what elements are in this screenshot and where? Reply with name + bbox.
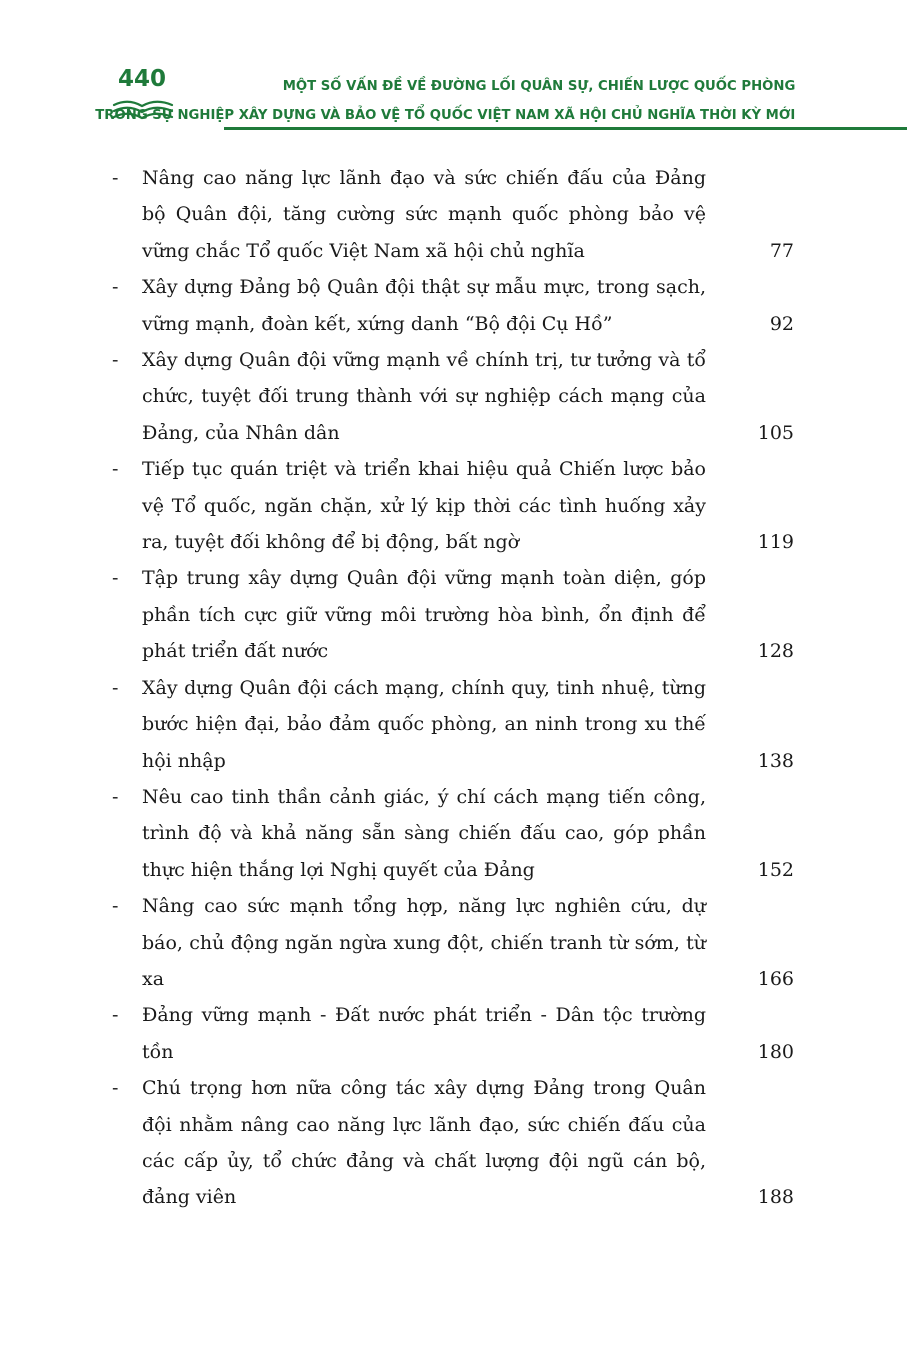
toc-entry-title: Tập trung xây dựng Quân đội vững mạnh toàn diện, góp phần tích cực giữ vững môi trường hòa bình, ổn định để phát triển đất nước xyxy=(142,567,706,663)
toc-entry-page: 105 xyxy=(757,421,794,444)
toc-entry-page: 188 xyxy=(757,1186,794,1209)
toc-entry xyxy=(112,779,796,888)
toc-bullet: - xyxy=(112,349,119,372)
toc-bullet: - xyxy=(112,567,119,590)
toc-entry-page: 152 xyxy=(757,858,794,881)
toc-entry xyxy=(112,997,796,1070)
toc-bullet: - xyxy=(112,458,119,481)
table-of-contents xyxy=(112,160,796,1216)
toc-entry-title: Đảng vững mạnh - Đất nước phát triển - Dân tộc trường tồn xyxy=(142,1004,706,1063)
page-header xyxy=(0,0,907,140)
toc-entry xyxy=(112,888,796,997)
header-rule xyxy=(224,127,907,130)
toc-entry xyxy=(112,160,796,269)
toc-entry xyxy=(112,269,796,342)
toc-entry-page: 138 xyxy=(757,749,794,772)
toc-entry-title: Nâng cao sức mạnh tổng hợp, năng lực nghiên cứu, dự báo, chủ động ngăn ngừa xung đột, chiến tranh từ sớm, từ xa xyxy=(142,895,706,990)
toc-entry-title: Xây dựng Đảng bộ Quân đội thật sự mẫu mực, trong sạch, vững mạnh, đoàn kết, xứng danh “Bộ đội Cụ Hồ” xyxy=(142,276,706,335)
toc-bullet: - xyxy=(112,1077,119,1100)
toc-entry-page: 119 xyxy=(757,531,794,554)
toc-bullet: - xyxy=(112,167,119,189)
toc-entry-page: 180 xyxy=(757,1040,794,1063)
running-header-line-1: MỘT SỐ VẤN ĐỀ VỀ ĐƯỜNG LỐI QUÂN SỰ, CHIẾN LƯỢC QUỐC PHÒNG xyxy=(282,78,795,94)
toc-entry xyxy=(112,451,796,560)
running-header-title xyxy=(95,72,795,130)
toc-entry xyxy=(112,342,796,451)
toc-entry-title: Nâng cao năng lực lãnh đạo và sức chiến đấu của Đảng bộ Quân đội, tăng cường sức mạnh quốc phòng bảo vệ vững chắc Tổ quốc Việt Nam xã hội chủ nghĩa xyxy=(142,167,706,262)
toc-entry-page: 128 xyxy=(757,640,794,663)
toc-entry-title: Chú trọng hơn nữa công tác xây dựng Đảng trong Quân đội nhằm nâng cao năng lực lãnh đạo, sức chiến đấu của các cấp ủy, tổ chức đảng và chất lượng đội ngũ cán bộ, đảng viên xyxy=(142,1077,706,1209)
toc-entry-page: 77 xyxy=(769,239,794,262)
toc-bullet: - xyxy=(112,1004,119,1027)
toc-bullet: - xyxy=(112,785,119,808)
page-number: 440 xyxy=(118,66,167,92)
toc-entry xyxy=(112,1070,796,1216)
toc-entry-title: Xây dựng Quân đội vững mạnh về chính trị, tư tưởng và tổ chức, tuyệt đối trung thành với sự nghiệp cách mạng của Đảng, của Nhân dân xyxy=(142,349,706,444)
toc-entry-page: 92 xyxy=(769,312,794,335)
toc-entry xyxy=(112,670,796,779)
toc-entry-title: Xây dựng Quân đội cách mạng, chính quy, tinh nhuệ, từng bước hiện đại, bảo đảm quốc phòng, an ninh trong xu thế hội nhập xyxy=(142,676,706,772)
toc-bullet: - xyxy=(112,276,119,299)
toc-bullet: - xyxy=(112,676,119,699)
toc-bullet: - xyxy=(112,895,119,918)
toc-entry-page: 166 xyxy=(757,967,794,990)
toc-entry xyxy=(112,560,796,669)
toc-entry-title: Tiếp tục quán triệt và triển khai hiệu quả Chiến lược bảo vệ Tổ quốc, ngăn chặn, xử lý kịp thời các tình huống xảy ra, tuyệt đối không để bị động, bất ngờ xyxy=(142,458,706,554)
toc-entry-title: Nêu cao tinh thần cảnh giác, ý chí cách mạng tiến công, trình độ và khả năng sẵn sàng chiến đấu cao, góp phần thực hiện thắng lợi Nghị quyết của Đảng xyxy=(142,785,706,881)
running-header-line-2: TRONG SỰ NGHIỆP XÂY DỰNG VÀ BẢO VỆ TỔ QUỐC VIỆT NAM XÃ HỘI CHỦ NGHĨA THỜI KỲ MỚI xyxy=(94,107,795,123)
